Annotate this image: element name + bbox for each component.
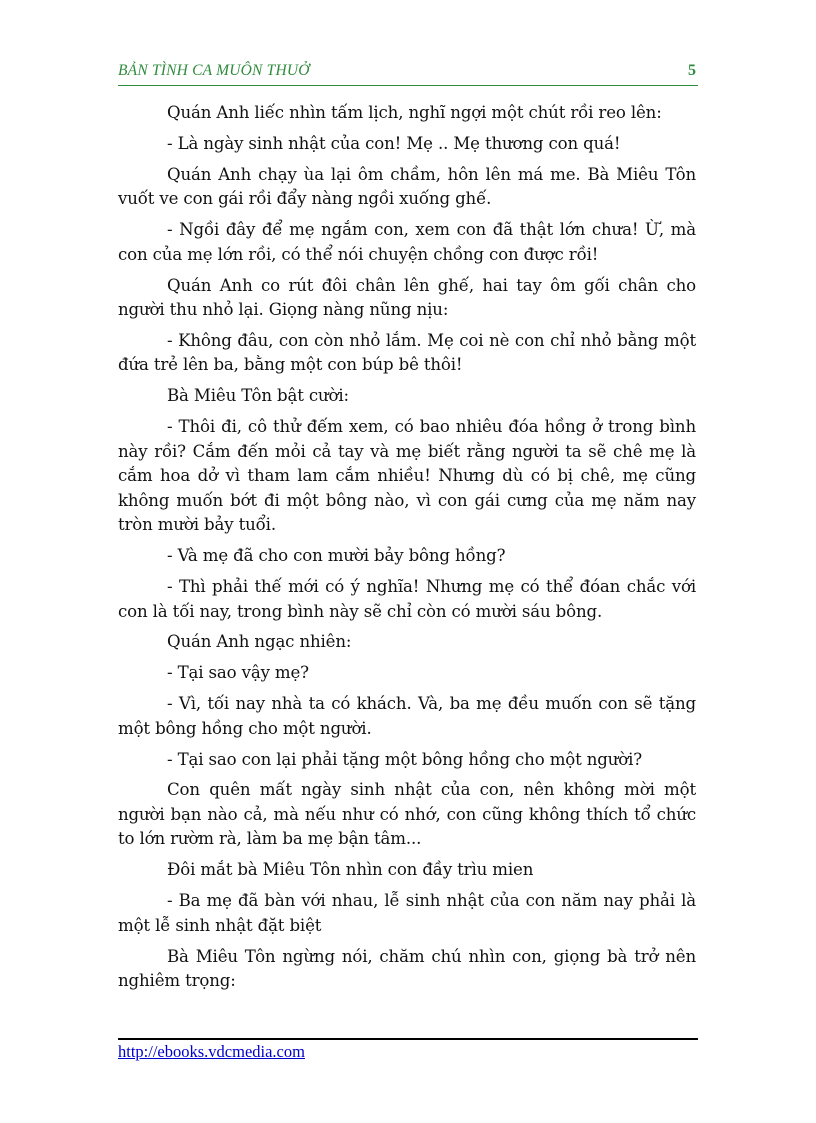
paragraph: - Thôi đi, cô thử đếm xem, có bao nhiêu đóa hồng ở trong bình này rồi? Cắm đến mỏi cả tay và mẹ biết rằng người ta sẽ chê mẹ là cắm hoa dở vì tham lam cắm nhiều! Nhưng dù có bị chê, mẹ cũng không muốn bớt đi một bông nào, vì con gái cưng của mẹ năm nay tròn mười bảy tuổi. (118, 417, 696, 535)
body-text (118, 101, 696, 1000)
paragraph: Quán Anh co rút đôi chân lên ghế, hai tay ôm gối chân cho người thu nhỏ lại. Giọng nàng nũng nịu: (118, 275, 696, 320)
paragraph: Quán Anh liếc nhìn tấm lịch, nghĩ ngợi một chút rồi reo lên: (167, 103, 662, 122)
paragraph: - Tại sao vậy mẹ? (167, 663, 309, 683)
footer-link[interactable]: http://ebooks.vdcmedia.com (118, 1042, 305, 1061)
paragraph: - Là ngày sinh nhật của con! Mẹ .. Mẹ thương con quá! (167, 133, 621, 153)
paragraph: Bà Miêu Tôn ngừng nói, chăm chú nhìn con, giọng bà trở nên nghiêm trọng: (118, 946, 696, 991)
running-header (118, 60, 698, 84)
header-rule (118, 85, 698, 86)
paragraph: - Ngồi đây để mẹ ngắm con, xem con đã thật lớn chưa! Ừ, mà con của mẹ lớn rồi, có thể nói chuyện chồng con được rồi! (118, 220, 696, 264)
paragraph: Quán Anh ngạc nhiên: (167, 632, 352, 652)
paragraph: - Không đâu, con còn nhỏ lắm. Mẹ coi nè con chỉ nhỏ bằng một đứa trẻ lên ba, bằng một con búp bê thôi! (118, 330, 696, 375)
paragraph: Đôi mắt bà Miêu Tôn nhìn con đầy trìu mien (167, 860, 534, 880)
paragraph: Bà Miêu Tôn bật cười: (167, 386, 349, 406)
book-title: BẢN TÌNH CA MUÔN THUỞ (118, 62, 310, 79)
footer-rule (118, 1038, 698, 1040)
paragraph: - Tại sao con lại phải tặng một bông hồng cho một người? (167, 749, 643, 769)
paragraph: - Và mẹ đã cho con mười bảy bông hồng? (167, 546, 506, 566)
paragraph: - Vì, tối nay nhà ta có khách. Và, ba mẹ đều muốn con sẽ tặng một bông hồng cho một người. (118, 694, 696, 738)
paragraph: - Ba mẹ đã bàn với nhau, lễ sinh nhật của con năm nay phải là một lễ sinh nhật đặt biệt (118, 891, 696, 935)
paragraph: - Thì phải thế mới có ý nghĩa! Nhưng mẹ có thể đóan chắc với con là tối nay, trong bình này sẽ chỉ còn có mười sáu bông. (118, 577, 696, 621)
page-number: 5 (688, 62, 696, 79)
paragraph: Quán Anh chạy ùa lại ôm chầm, hôn lên má me. Bà Miêu Tôn vuốt ve con gái rồi đẩy nàng ngồi xuống ghế. (118, 164, 696, 209)
paragraph: Con quên mất ngày sinh nhật của con, nên không mời một người bạn nào cả, mà nếu như có nhớ, con cũng không thích tổ chức to lớn rườm rà, làm ba mẹ bận tâm... (118, 780, 696, 849)
